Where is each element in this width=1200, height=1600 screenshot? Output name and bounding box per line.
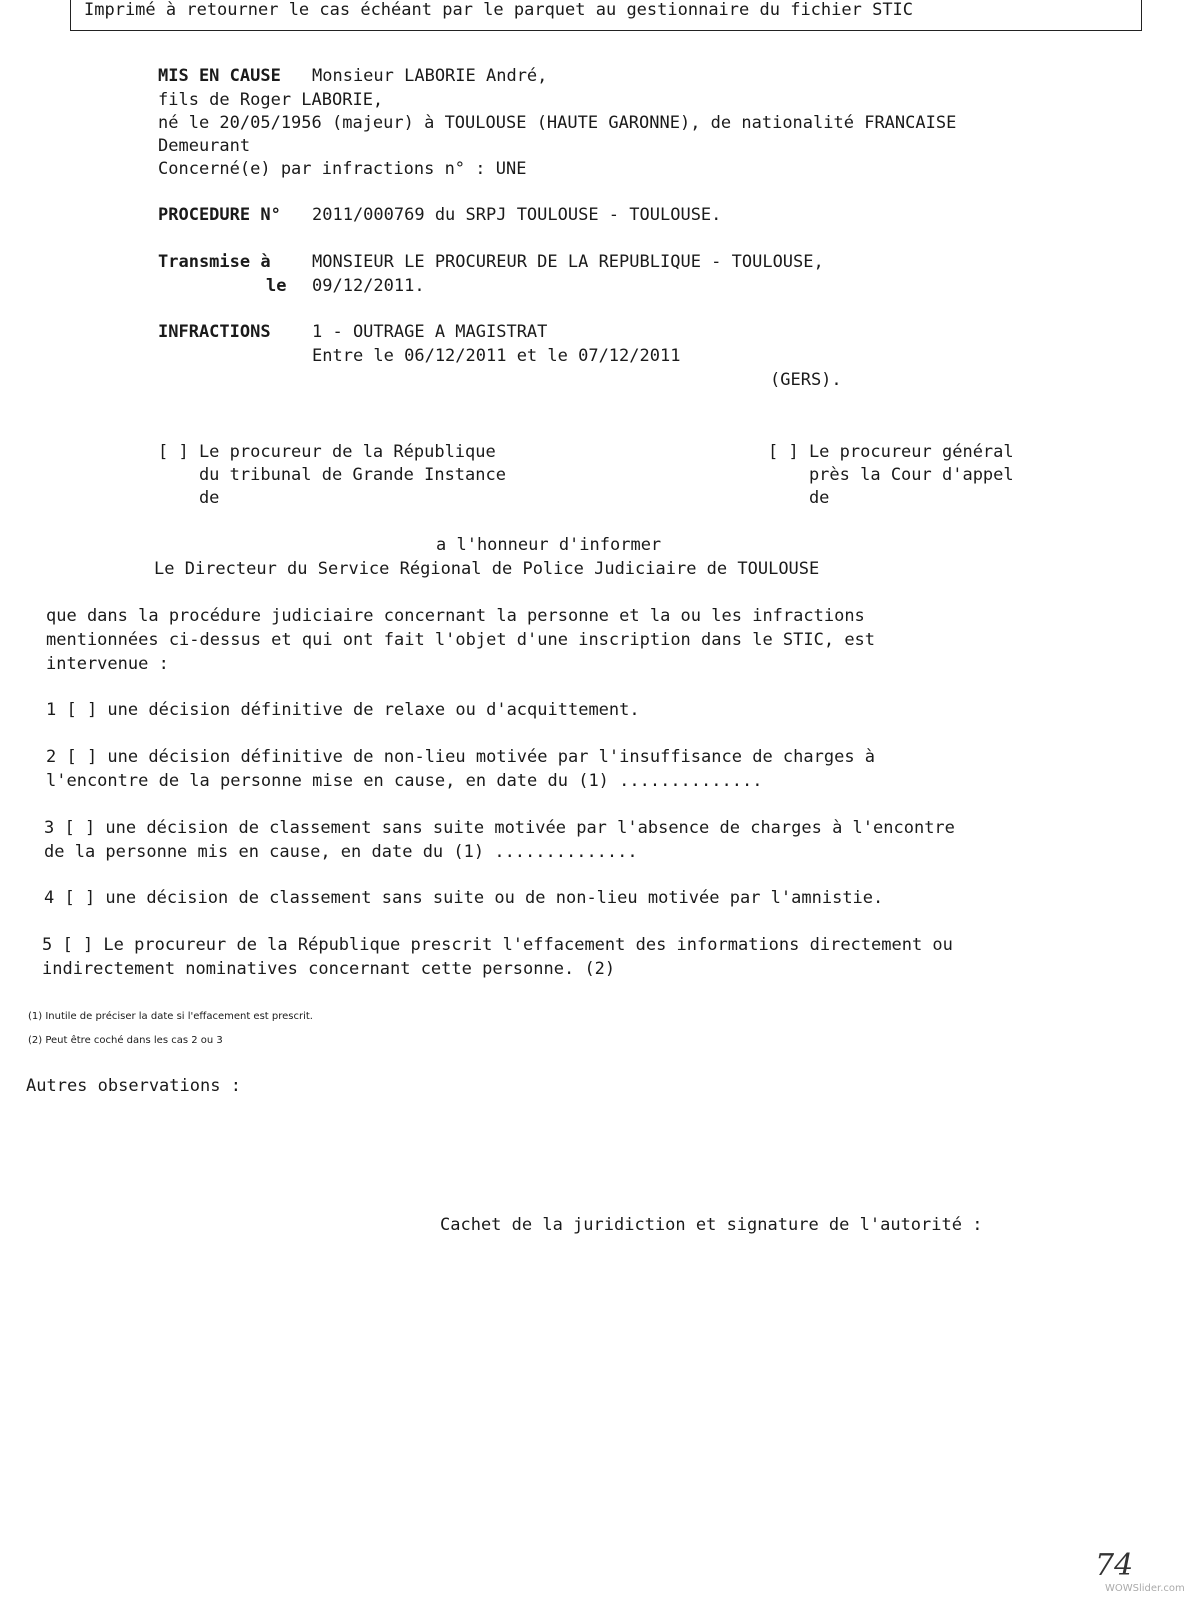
procureur-right-2: près la Cour d'appel — [768, 465, 1014, 485]
option-3-line-2: de la personne mis en cause, en date du (1) .............. — [44, 842, 638, 862]
infractions-count: Concerné(e) par infractions n° : UNE — [158, 159, 527, 179]
option-4: 4 [ ] une décision de classement sans suite ou de non-lieu motivée par l'amnistie. — [44, 888, 884, 908]
option-3-line-1: 3 [ ] une décision de classement sans suite motivée par l'absence de charges à l'encontre — [44, 818, 955, 838]
watermark: WOWSlider.com — [1105, 1583, 1185, 1594]
header-note: Imprimé à retourner le cas échéant par le parquet au gestionnaire du fichier STIC — [84, 0, 914, 20]
option-5-line-2: indirectement nominatives concernant cette personne. (2) — [42, 959, 616, 979]
transmise-label: Transmise à — [158, 252, 271, 272]
procureur-right-1: [ ] Le procureur général — [768, 442, 1014, 462]
footnote-1: (1) Inutile de préciser la date si l'effacement est prescrit. — [28, 1011, 313, 1022]
option-2-line-2: l'encontre de la personne mise en cause, en date du (1) .............. — [46, 771, 763, 791]
observations-label: Autres observations : — [26, 1076, 241, 1096]
procedure-label: PROCEDURE N° — [158, 205, 281, 225]
infraction-place: (GERS). — [770, 370, 842, 390]
birth-line: né le 20/05/1956 (majeur) à TOULOUSE (HAUTE GARONNE), de nationalité FRANCAISE — [158, 113, 957, 133]
procureur-left-3: de — [158, 488, 220, 508]
transmise-value: MONSIEUR LE PROCUREUR DE LA REPUBLIQUE - TOULOUSE, — [312, 252, 824, 272]
option-1: 1 [ ] une décision définitive de relaxe ou d'acquittement. — [46, 700, 640, 720]
intro-line-1: que dans la procédure judiciaire concernant la personne et la ou les infractions — [46, 606, 865, 626]
transmise-date-label: le — [266, 276, 287, 296]
option-2-line-1: 2 [ ] une décision définitive de non-lieu motivée par l'insuffisance de charges à — [46, 747, 876, 767]
directeur-line: Le Directeur du Service Régional de Police Judiciaire de TOULOUSE — [154, 559, 820, 579]
mis-en-cause-label: MIS EN CAUSE — [158, 66, 281, 86]
infraction-1: 1 - OUTRAGE A MAGISTRAT — [312, 322, 548, 342]
father-line: fils de Roger LABORIE, — [158, 90, 384, 110]
procedure-value: 2011/000769 du SRPJ TOULOUSE - TOULOUSE. — [312, 205, 722, 225]
cachet-label: Cachet de la juridiction et signature de l'autorité : — [440, 1215, 983, 1235]
procureur-left-1: [ ] Le procureur de la République — [158, 442, 496, 462]
infractions-label: INFRACTIONS — [158, 322, 271, 342]
option-5-line-1: 5 [ ] Le procureur de la République prescrit l'effacement des informations directement ou — [42, 935, 953, 955]
mis-en-cause-name: Monsieur LABORIE André, — [312, 66, 548, 86]
page-number: 74 — [1095, 1548, 1134, 1583]
intro-line-2: mentionnées ci-dessus et qui ont fait l'objet d'une inscription dans le STIC, est — [46, 630, 876, 650]
procureur-left-2: du tribunal de Grande Instance — [158, 465, 506, 485]
procureur-right-3: de — [768, 488, 830, 508]
intro-line-3: intervenue : — [46, 654, 169, 674]
honneur-line: a l'honneur d'informer — [436, 535, 662, 555]
footnote-2: (2) Peut être coché dans les cas 2 ou 3 — [28, 1035, 223, 1046]
infraction-dates: Entre le 06/12/2011 et le 07/12/2011 — [312, 346, 681, 366]
address-line: Demeurant — [158, 136, 251, 156]
transmise-date: 09/12/2011. — [312, 276, 425, 296]
